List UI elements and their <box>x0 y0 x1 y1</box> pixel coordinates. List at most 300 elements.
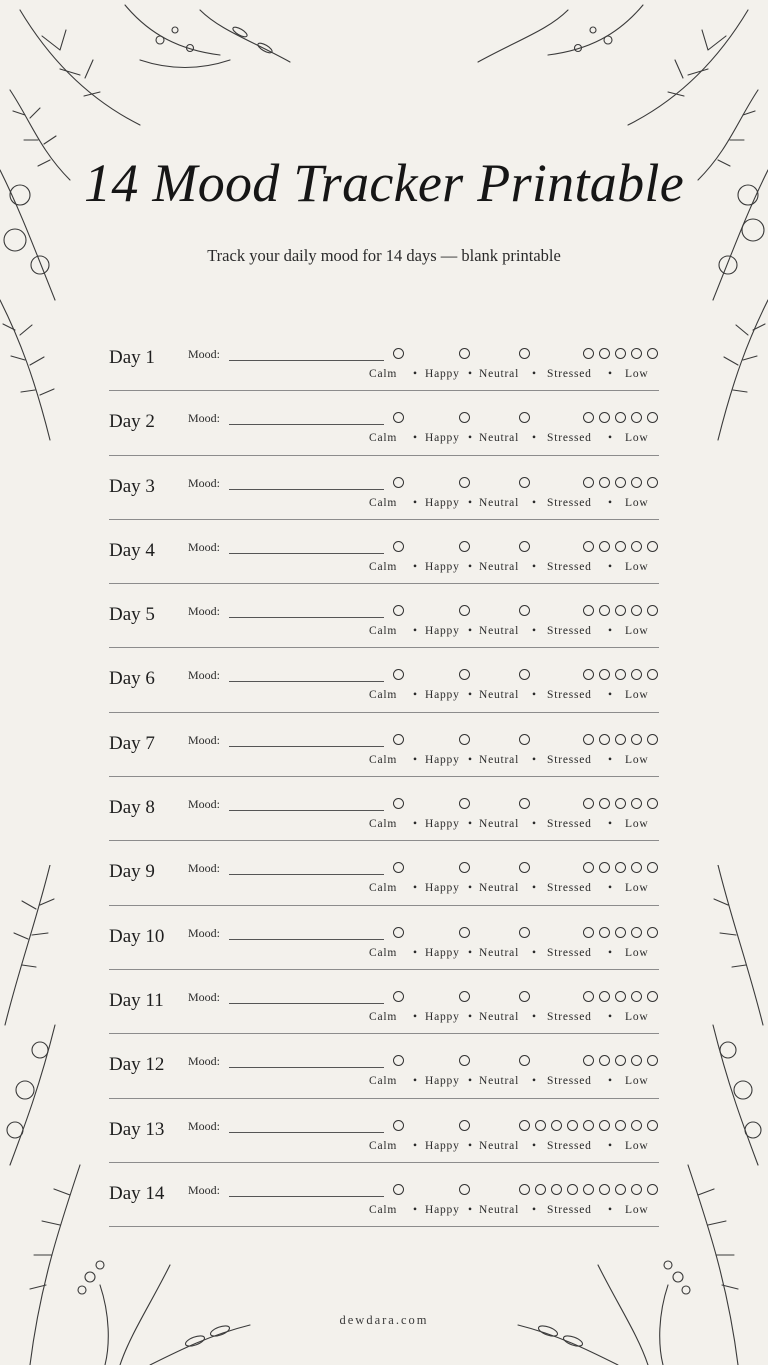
legend-separator: • <box>608 432 613 445</box>
mood-label: Mood: <box>188 1054 221 1069</box>
stressed-circle[interactable] <box>583 927 594 938</box>
neutral-circle[interactable] <box>551 1120 562 1131</box>
legend-stressed: Stressed <box>547 1075 592 1088</box>
day-row <box>109 841 659 905</box>
legend-low: Low <box>625 368 649 380</box>
calm-circle[interactable] <box>393 541 404 552</box>
legend-separator: • <box>532 946 537 959</box>
mood-write-line[interactable] <box>229 1067 384 1068</box>
stressed-circle[interactable] <box>599 412 610 423</box>
mood-circles <box>393 669 659 683</box>
stressed-circle[interactable] <box>647 1055 658 1066</box>
legend-calm: Calm <box>369 946 398 959</box>
legend-separator: • <box>608 496 613 509</box>
legend-happy: Happy <box>425 496 460 509</box>
mood-label: Mood: <box>188 539 221 554</box>
stressed-circle[interactable] <box>615 798 626 809</box>
stressed-circle[interactable] <box>583 862 594 873</box>
stressed-circle[interactable] <box>647 862 658 873</box>
legend-neutral: Neutral <box>479 368 520 380</box>
stressed-circle[interactable] <box>615 991 626 1002</box>
happy-circle[interactable] <box>459 1055 470 1066</box>
happy-circle[interactable] <box>459 927 470 938</box>
page-title: 14 Mood Tracker Printable <box>84 153 684 213</box>
stressed-circle[interactable] <box>615 862 626 873</box>
neutral-circle[interactable] <box>519 412 530 423</box>
legend-separator: • <box>532 1139 537 1152</box>
mood-label: Mood: <box>188 668 221 683</box>
stressed-circle[interactable] <box>615 734 626 745</box>
neutral-circle[interactable] <box>551 1184 562 1195</box>
legend-calm: Calm <box>369 689 398 702</box>
legend-calm: Calm <box>369 1010 398 1023</box>
happy-circle[interactable] <box>459 669 470 680</box>
legend-low: Low <box>625 946 649 959</box>
stressed-circle[interactable] <box>615 669 626 680</box>
stressed-circle[interactable] <box>615 927 626 938</box>
neutral-circle[interactable] <box>519 734 530 745</box>
stressed-circle[interactable] <box>631 541 642 552</box>
legend-calm: Calm <box>369 560 398 573</box>
legend-calm: Calm <box>369 1203 398 1216</box>
neutral-circle[interactable] <box>519 669 530 680</box>
neutral-circle[interactable] <box>519 798 530 809</box>
mood-circles <box>393 798 659 812</box>
mood-write-line[interactable] <box>229 1132 384 1133</box>
legend-separator: • <box>413 1203 418 1216</box>
day-row <box>109 456 659 520</box>
calm-circle[interactable] <box>393 798 404 809</box>
legend-stressed: Stressed <box>547 882 592 895</box>
day-label: Day 5 <box>109 604 155 626</box>
legend-calm: Calm <box>369 432 398 445</box>
day-label: Day 12 <box>109 1054 165 1076</box>
legend-low: Low <box>625 689 649 702</box>
day-label: Day 11 <box>109 989 164 1011</box>
stressed-circle[interactable] <box>615 605 626 616</box>
mood-circles <box>393 1184 659 1198</box>
day-label: Day 1 <box>109 347 155 368</box>
calm-circle[interactable] <box>393 669 404 680</box>
legend-neutral: Neutral <box>479 818 520 831</box>
neutral-circle[interactable] <box>519 991 530 1002</box>
legend-separator: • <box>413 753 418 766</box>
neutral-circle[interactable] <box>519 1055 530 1066</box>
stressed-circle[interactable] <box>631 734 642 745</box>
mood-legend <box>369 754 659 768</box>
legend-neutral: Neutral <box>479 432 520 445</box>
mood-label: Mood: <box>188 925 221 940</box>
happy-circle[interactable] <box>459 991 470 1002</box>
stressed-circle[interactable] <box>599 798 610 809</box>
mood-write-line[interactable] <box>229 746 384 747</box>
mood-label: Mood: <box>188 1118 221 1133</box>
calm-circle[interactable] <box>393 412 404 423</box>
mood-label: Mood: <box>188 989 221 1004</box>
happy-circle[interactable] <box>459 348 470 359</box>
day-label: Day 9 <box>109 861 155 883</box>
legend-stressed: Stressed <box>547 1010 592 1023</box>
neutral-circle[interactable] <box>535 1184 546 1195</box>
mood-legend <box>369 1204 659 1218</box>
stressed-circle[interactable] <box>615 541 626 552</box>
calm-circle[interactable] <box>393 1055 404 1066</box>
stressed-circle[interactable] <box>599 991 610 1002</box>
happy-circle[interactable] <box>459 734 470 745</box>
legend-separator: • <box>468 625 473 638</box>
mood-label: Mood: <box>188 347 221 361</box>
mood-circles <box>393 734 659 748</box>
legend-stressed: Stressed <box>547 625 592 638</box>
day-row <box>109 713 659 777</box>
legend-neutral: Neutral <box>479 753 520 766</box>
stressed-circle[interactable] <box>599 862 610 873</box>
legend-separator: • <box>413 368 418 380</box>
day-label: Day 8 <box>109 797 155 819</box>
mood-write-line[interactable] <box>229 489 384 490</box>
happy-circle[interactable] <box>459 1120 470 1131</box>
mood-legend <box>369 947 659 961</box>
stressed-circle[interactable] <box>599 734 610 745</box>
neutral-circle[interactable] <box>519 1184 530 1195</box>
stressed-circle[interactable] <box>583 541 594 552</box>
legend-calm: Calm <box>369 753 398 766</box>
mood-legend <box>369 497 659 511</box>
happy-circle[interactable] <box>459 477 470 488</box>
mood-label: Mood: <box>188 475 221 490</box>
calm-circle[interactable] <box>393 991 404 1002</box>
calm-circle[interactable] <box>393 734 404 745</box>
stressed-circle[interactable] <box>583 1055 594 1066</box>
day-label: Day 4 <box>109 539 155 561</box>
mood-write-line[interactable] <box>229 681 384 682</box>
mood-circles <box>393 412 659 426</box>
legend-happy: Happy <box>425 753 460 766</box>
mood-write-line[interactable] <box>229 424 384 425</box>
stressed-circle[interactable] <box>647 991 658 1002</box>
stressed-circle[interactable] <box>631 477 642 488</box>
stressed-circle[interactable] <box>599 605 610 616</box>
stressed-circle[interactable] <box>647 798 658 809</box>
legend-separator: • <box>468 946 473 959</box>
neutral-circle[interactable] <box>567 1120 578 1131</box>
mood-label: Mood: <box>188 797 221 812</box>
legend-separator: • <box>532 496 537 509</box>
legend-separator: • <box>608 1139 613 1152</box>
legend-happy: Happy <box>425 1010 460 1023</box>
mood-label: Mood: <box>188 732 221 747</box>
legend-separator: • <box>413 946 418 959</box>
legend-separator: • <box>532 753 537 766</box>
legend-separator: • <box>532 1203 537 1216</box>
legend-separator: • <box>532 689 537 702</box>
stressed-circle[interactable] <box>599 669 610 680</box>
legend-happy: Happy <box>425 818 460 831</box>
mood-label: Mood: <box>188 411 221 426</box>
page-subtitle: Track your daily mood for 14 days — blank printable <box>207 246 561 265</box>
stressed-circle[interactable] <box>599 1184 610 1195</box>
neutral-circle[interactable] <box>519 541 530 552</box>
stressed-circle[interactable] <box>631 669 642 680</box>
stressed-circle[interactable] <box>583 412 594 423</box>
legend-separator: • <box>532 1075 537 1088</box>
legend-neutral: Neutral <box>479 1139 520 1152</box>
calm-circle[interactable] <box>393 477 404 488</box>
stressed-circle[interactable] <box>647 348 658 359</box>
mood-legend <box>369 561 659 575</box>
legend-separator: • <box>532 625 537 638</box>
day-label: Day 2 <box>109 411 155 433</box>
stressed-circle[interactable] <box>583 348 594 359</box>
stressed-circle[interactable] <box>583 734 594 745</box>
stressed-circle[interactable] <box>631 862 642 873</box>
stressed-circle[interactable] <box>599 348 610 359</box>
stressed-circle[interactable] <box>615 1120 626 1131</box>
neutral-circle[interactable] <box>519 927 530 938</box>
calm-circle[interactable] <box>393 862 404 873</box>
legend-stressed: Stressed <box>547 1139 592 1152</box>
stressed-circle[interactable] <box>599 1055 610 1066</box>
legend-separator: • <box>413 496 418 509</box>
mood-circles <box>393 541 659 555</box>
stressed-circle[interactable] <box>599 541 610 552</box>
legend-separator: • <box>608 946 613 959</box>
day-row <box>109 906 659 970</box>
mood-circles <box>393 1055 659 1069</box>
legend-low: Low <box>625 882 649 895</box>
stressed-circle[interactable] <box>631 1184 642 1195</box>
happy-circle[interactable] <box>459 541 470 552</box>
mood-write-line[interactable] <box>229 810 384 811</box>
stressed-circle[interactable] <box>615 477 626 488</box>
day-row <box>109 520 659 584</box>
stressed-circle[interactable] <box>615 1184 626 1195</box>
calm-circle[interactable] <box>393 927 404 938</box>
stressed-circle[interactable] <box>647 541 658 552</box>
mood-legend <box>369 432 659 446</box>
stressed-circle[interactable] <box>583 991 594 1002</box>
legend-calm: Calm <box>369 496 398 509</box>
mood-write-line[interactable] <box>229 874 384 875</box>
legend-calm: Calm <box>369 368 398 380</box>
legend-separator: • <box>532 818 537 831</box>
stressed-circle[interactable] <box>599 1120 610 1131</box>
happy-circle[interactable] <box>459 1184 470 1195</box>
mood-write-line[interactable] <box>229 939 384 940</box>
stressed-circle[interactable] <box>631 927 642 938</box>
legend-separator: • <box>608 625 613 638</box>
happy-circle[interactable] <box>459 798 470 809</box>
calm-circle[interactable] <box>393 1120 404 1131</box>
stressed-circle[interactable] <box>599 477 610 488</box>
happy-circle[interactable] <box>459 605 470 616</box>
stressed-circle[interactable] <box>631 991 642 1002</box>
legend-separator: • <box>468 1010 473 1023</box>
calm-circle[interactable] <box>393 605 404 616</box>
mood-circles <box>393 862 659 876</box>
stressed-circle[interactable] <box>583 1120 594 1131</box>
legend-separator: • <box>468 368 473 380</box>
stressed-circle[interactable] <box>599 927 610 938</box>
legend-separator: • <box>608 882 613 895</box>
mood-legend <box>369 1011 659 1025</box>
mood-circles <box>393 991 659 1005</box>
stressed-circle[interactable] <box>583 798 594 809</box>
legend-low: Low <box>625 432 649 445</box>
legend-low: Low <box>625 560 649 573</box>
legend-separator: • <box>468 496 473 509</box>
neutral-circle[interactable] <box>519 477 530 488</box>
stressed-circle[interactable] <box>647 477 658 488</box>
neutral-circle[interactable] <box>535 1120 546 1131</box>
day-label: Day 6 <box>109 668 155 690</box>
legend-happy: Happy <box>425 368 460 380</box>
legend-neutral: Neutral <box>479 560 520 573</box>
legend-neutral: Neutral <box>479 625 520 638</box>
legend-stressed: Stressed <box>547 689 592 702</box>
legend-separator: • <box>532 882 537 895</box>
calm-circle[interactable] <box>393 348 404 359</box>
calm-circle[interactable] <box>393 1184 404 1195</box>
legend-separator: • <box>532 1010 537 1023</box>
stressed-circle[interactable] <box>615 412 626 423</box>
legend-stressed: Stressed <box>547 818 592 831</box>
mood-write-line[interactable] <box>229 553 384 554</box>
stressed-circle[interactable] <box>647 734 658 745</box>
legend-separator: • <box>413 882 418 895</box>
legend-separator: • <box>608 689 613 702</box>
legend-separator: • <box>468 882 473 895</box>
stressed-circle[interactable] <box>631 412 642 423</box>
stressed-circle[interactable] <box>647 412 658 423</box>
mood-label: Mood: <box>188 861 221 876</box>
day-row <box>109 970 659 1034</box>
stressed-circle[interactable] <box>631 798 642 809</box>
stressed-circle[interactable] <box>647 669 658 680</box>
legend-separator: • <box>468 432 473 445</box>
neutral-circle[interactable] <box>519 1120 530 1131</box>
stressed-circle[interactable] <box>583 669 594 680</box>
neutral-circle[interactable] <box>519 862 530 873</box>
legend-separator: • <box>413 432 418 445</box>
stressed-circle[interactable] <box>583 605 594 616</box>
mood-circles <box>393 605 659 619</box>
stressed-circle[interactable] <box>615 1055 626 1066</box>
legend-separator: • <box>608 368 613 380</box>
stressed-circle[interactable] <box>631 1055 642 1066</box>
day-label: Day 10 <box>109 925 165 947</box>
day-rows <box>109 327 659 1227</box>
legend-separator: • <box>608 1010 613 1023</box>
legend-happy: Happy <box>425 432 460 445</box>
mood-legend <box>369 368 659 382</box>
stressed-circle[interactable] <box>647 927 658 938</box>
day-row <box>109 1034 659 1098</box>
legend-separator: • <box>532 432 537 445</box>
legend-separator: • <box>532 368 537 380</box>
neutral-circle[interactable] <box>519 348 530 359</box>
legend-low: Low <box>625 818 649 831</box>
legend-low: Low <box>625 625 649 638</box>
legend-happy: Happy <box>425 625 460 638</box>
stressed-circle[interactable] <box>583 477 594 488</box>
legend-separator: • <box>468 753 473 766</box>
mood-circles <box>393 927 659 941</box>
mood-write-line[interactable] <box>229 360 384 361</box>
mood-write-line[interactable] <box>229 1003 384 1004</box>
stressed-circle[interactable] <box>631 348 642 359</box>
legend-happy: Happy <box>425 1139 460 1152</box>
day-row <box>109 584 659 648</box>
legend-separator: • <box>468 818 473 831</box>
neutral-circle[interactable] <box>567 1184 578 1195</box>
day-row <box>109 327 659 391</box>
mood-legend <box>369 818 659 832</box>
legend-happy: Happy <box>425 1203 460 1216</box>
legend-separator: • <box>413 818 418 831</box>
legend-separator: • <box>468 1203 473 1216</box>
legend-low: Low <box>625 1010 649 1023</box>
legend-separator: • <box>608 560 613 573</box>
mood-legend <box>369 1075 659 1089</box>
legend-happy: Happy <box>425 1075 460 1088</box>
legend-neutral: Neutral <box>479 1203 520 1216</box>
day-label: Day 7 <box>109 732 155 754</box>
stressed-circle[interactable] <box>647 1120 658 1131</box>
stressed-circle[interactable] <box>647 1184 658 1195</box>
legend-separator: • <box>413 689 418 702</box>
stressed-circle[interactable] <box>615 348 626 359</box>
legend-separator: • <box>532 560 537 573</box>
legend-separator: • <box>468 1139 473 1152</box>
happy-circle[interactable] <box>459 862 470 873</box>
stressed-circle[interactable] <box>631 605 642 616</box>
day-row <box>109 777 659 841</box>
mood-circles <box>393 1120 659 1134</box>
legend-separator: • <box>413 625 418 638</box>
legend-separator: • <box>608 1075 613 1088</box>
mood-write-line[interactable] <box>229 617 384 618</box>
legend-separator: • <box>413 1075 418 1088</box>
mood-circles <box>393 477 659 491</box>
legend-separator: • <box>608 1203 613 1216</box>
legend-happy: Happy <box>425 882 460 895</box>
legend-separator: • <box>413 1010 418 1023</box>
legend-neutral: Neutral <box>479 1075 520 1088</box>
day-label: Day 13 <box>109 1118 165 1140</box>
day-label: Day 14 <box>109 1182 165 1204</box>
legend-neutral: Neutral <box>479 496 520 509</box>
legend-separator: • <box>608 818 613 831</box>
legend-neutral: Neutral <box>479 882 520 895</box>
stressed-circle[interactable] <box>583 1184 594 1195</box>
stressed-circle[interactable] <box>647 605 658 616</box>
legend-stressed: Stressed <box>547 560 592 573</box>
legend-happy: Happy <box>425 560 460 573</box>
neutral-circle[interactable] <box>519 605 530 616</box>
mood-write-line[interactable] <box>229 1196 384 1197</box>
day-row <box>109 1163 659 1227</box>
legend-neutral: Neutral <box>479 1010 520 1023</box>
mood-label: Mood: <box>188 1182 221 1197</box>
stressed-circle[interactable] <box>631 1120 642 1131</box>
legend-calm: Calm <box>369 1075 398 1088</box>
legend-stressed: Stressed <box>547 946 592 959</box>
legend-low: Low <box>625 1139 649 1152</box>
legend-stressed: Stressed <box>547 753 592 766</box>
happy-circle[interactable] <box>459 412 470 423</box>
day-label: Day 3 <box>109 475 155 497</box>
